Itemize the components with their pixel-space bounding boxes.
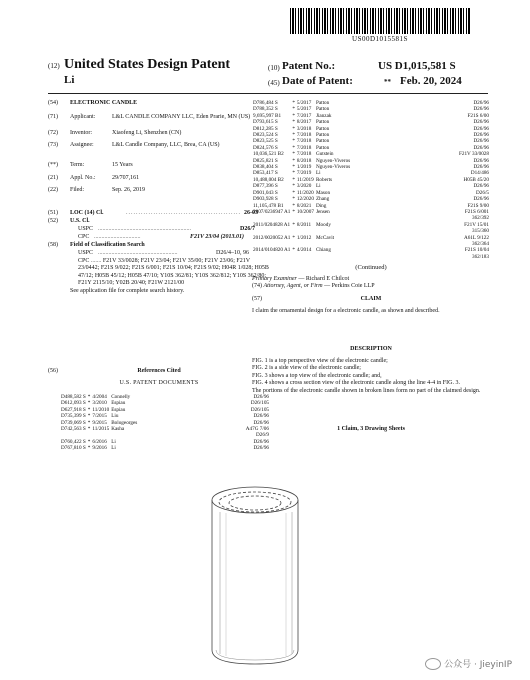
ref-number: D824,576 S <box>253 144 278 151</box>
ref-flag: * <box>292 221 295 228</box>
ref-class: F21V 33/0028 <box>458 151 489 158</box>
ref-date: 3/2010 <box>92 400 107 407</box>
biblio-code: (22) <box>48 187 58 193</box>
ref-name: Li <box>315 170 321 177</box>
claim-title: CLAIM <box>360 296 382 302</box>
uspc-value: D26/7 <box>240 226 255 232</box>
ref-name: Connelly <box>111 394 131 400</box>
ref-name: Patton <box>315 100 330 106</box>
date-mark: ** <box>384 78 391 86</box>
ref-flag: * <box>292 176 295 183</box>
ref-number: 10,488,004 B2 <box>253 176 284 183</box>
claim-code: (57) <box>252 296 262 302</box>
ref-class: D14/486 <box>470 170 489 177</box>
ref-name: Gutstein <box>315 151 334 158</box>
ref-flag: * <box>292 189 295 196</box>
dots: ....... <box>90 258 102 264</box>
ref-number: 9,695,997 B1 <box>253 112 282 119</box>
field-cpc-value: F21V 33/0028; F21V 23/04; F21V 35/00; F21V 23/06; F21V 23/0442; F21S 9/022; F21S 6/001; F21S 10/04; F21S 9/02; H04R 1/028; H05B 47/12; H05B 45/12; H05B 47/10; Y10S 362/81; Y10S 362/812; Y10S 362/80; F21Y 2115/10; Y02B 20/40; F21W 2121/00 <box>78 258 269 287</box>
ref-name: Li <box>111 438 116 445</box>
attorney-name: Perkins Coie LLP <box>331 283 375 290</box>
ref-number: 10,036,521 B2 <box>253 151 284 158</box>
ref-name: Patton <box>315 125 330 132</box>
classification-block <box>48 210 270 295</box>
ref-date: 11/2020 <box>296 189 314 196</box>
ref-class: 362/364 <box>471 240 489 247</box>
field-uspc-label: USPC <box>78 250 94 256</box>
kind-code-45: (45) <box>268 79 280 87</box>
ref-class: D26/96 <box>253 413 269 420</box>
candle-inner-top <box>219 492 291 512</box>
references-title: References Cited <box>137 368 181 374</box>
ref-date: 3/2020 <box>296 183 312 190</box>
ref-name: Ding <box>315 202 327 209</box>
field-uspc-value: D26/4–10, 96 <box>216 250 249 256</box>
primary-examiner-name: Richard E Chilcot <box>305 276 350 282</box>
ref-date: 11/2019 <box>296 176 314 183</box>
field-note: See application file for complete search history. <box>70 287 185 294</box>
ref-date: 1/2012 <box>296 234 312 241</box>
ref-flag: * <box>292 100 295 106</box>
ref-class: D26/96 <box>253 438 269 445</box>
ref-name: Nguyen-Viveros <box>315 157 351 164</box>
biblio-label: Assignee: <box>70 142 94 148</box>
cpc-label: CPC <box>78 234 90 240</box>
ref-name: Zhang <box>315 196 330 203</box>
ref-number: D786,484 S <box>253 100 278 106</box>
ref-name: Patton <box>315 132 330 139</box>
uspc-label: USPC <box>78 226 94 232</box>
ref-number: D877,396 S <box>253 183 278 190</box>
ref-class: A61L 9/122 <box>463 234 489 241</box>
ref-flag: * <box>87 400 91 407</box>
field-label: Field of Classification Search <box>70 242 145 248</box>
claim-text: I claim the ornamental design for a electronic candle, as shown and described. <box>252 308 440 314</box>
ref-class: F21S 6/001 <box>464 208 489 215</box>
biblio-label: Inventor: <box>70 130 92 136</box>
us-code: (52) <box>48 218 58 224</box>
ref-date: 8/2011 <box>296 221 312 228</box>
ref-flag: * <box>292 208 295 215</box>
ref-name: Kasha <box>111 426 125 433</box>
ref-class: D26/9 <box>256 432 269 439</box>
ref-date: 7/2018 <box>296 138 312 145</box>
ref-flag: * <box>87 426 91 433</box>
ref-name: Patton <box>315 106 330 113</box>
ref-class: D26/105 <box>250 400 269 407</box>
ref-number: D788,352 S <box>253 106 278 113</box>
ref-number <box>252 254 291 260</box>
ref-class: 362/392 <box>471 215 489 222</box>
ref-flag: * <box>87 394 91 400</box>
ref-number: D488,582 S <box>61 394 86 400</box>
ref-class: D26/96 <box>473 164 489 171</box>
ref-date: 8/2018 <box>296 157 312 164</box>
ref-date: 4/2014 <box>296 247 312 254</box>
primary-examiner-label: Primary Examiner <box>252 276 297 282</box>
claims-drawings-summary: 1 Claim, 3 Drawing Sheets <box>337 426 405 432</box>
ref-name: Li <box>111 445 116 452</box>
ref-date: 8/2021 <box>296 202 312 209</box>
ref-class: F21V 15/01 <box>464 221 489 228</box>
ref-flag: * <box>292 138 295 145</box>
ref-number: D903,928 S <box>253 196 278 203</box>
us-label: U.S. Cl. <box>70 218 90 224</box>
dots: .............................................. <box>126 210 241 216</box>
loc-label: LOC (14) Cl. <box>70 210 104 216</box>
ref-number: D823,524 S <box>253 132 278 139</box>
dots: .............................................................. <box>98 226 191 232</box>
ref-number: D812,285 S <box>253 125 278 132</box>
ref-class: D26/96 <box>253 419 269 426</box>
ref-class: D26/96 <box>473 183 489 190</box>
ref-class: F21S 6/00 <box>467 112 489 119</box>
inventor-short: Li <box>64 74 75 86</box>
ref-number: D823,525 S <box>253 138 278 145</box>
ref-date: 5/2017 <box>296 100 312 106</box>
description-paragraph: FIG. 3 shows a top view of the electronic candle; and, <box>252 372 382 379</box>
ref-number: D825,821 S <box>253 157 278 164</box>
ref-number: D793,615 S <box>253 119 278 126</box>
biblio-value: L&L CANDLE COMPANY LLC, Eden Prarie, MN (US) <box>112 114 251 120</box>
ref-flag: * <box>292 106 295 113</box>
ref-flag: * <box>292 132 295 139</box>
ref-date: 9/2015 <box>92 419 107 426</box>
ref-number: D739,069 S <box>61 419 86 426</box>
ref-date: 7/2018 <box>296 144 312 151</box>
ref-class: D26/96 <box>473 138 489 145</box>
ref-flag: * <box>87 406 91 413</box>
ref-name: Liu <box>111 413 119 420</box>
ref-number: 2014/0104820 A1 <box>253 247 291 254</box>
biblio-code: (54) <box>48 100 58 106</box>
biblio-code: (**) <box>48 162 58 168</box>
candle-body-outline <box>212 500 298 664</box>
ref-number: D767,810 S <box>61 445 86 452</box>
biblio-label: Filed: <box>70 187 85 193</box>
biblio-value: 29/707,161 <box>112 175 140 181</box>
attorney-code: (74) <box>252 283 262 290</box>
ref-flag: * <box>87 419 91 426</box>
patent-date: Feb. 20, 2024 <box>400 75 462 87</box>
ref-date: 7/2015 <box>92 413 107 420</box>
ref-name: McCavit <box>315 234 335 241</box>
ref-flag: * <box>292 151 295 158</box>
ref-class: A47G 7/06 <box>245 426 269 433</box>
ref-class: D26/96 <box>473 144 489 151</box>
cpc-value: F21V 23/04 (2013.01) <box>190 234 245 240</box>
header-rule <box>48 93 488 94</box>
ref-class: D26/96 <box>473 100 489 106</box>
ref-name: Patton <box>315 119 330 126</box>
ref-date: 7/2018 <box>296 132 312 139</box>
references-subtitle: U.S. PATENT DOCUMENTS <box>119 380 199 386</box>
ref-flag: * <box>292 119 295 126</box>
ref-number: D760,422 S <box>61 438 86 445</box>
ref-class: D26/96 <box>473 119 489 126</box>
field-cpc-label: CPC <box>78 258 90 264</box>
ref-flag: * <box>292 164 295 171</box>
ref-number: 2011/0204828 A1 <box>253 221 291 228</box>
biblio-code: (72) <box>48 130 58 136</box>
ref-name: Jianzak <box>315 112 332 119</box>
ref-name: Moody <box>315 221 331 228</box>
references-left-list <box>60 394 270 452</box>
ref-date: 3/2018 <box>296 125 312 132</box>
ref-date: 9/2016 <box>92 445 107 452</box>
description-body <box>252 358 490 395</box>
ref-date: 7/2018 <box>296 151 312 158</box>
ref-number: D627,918 S <box>61 406 86 413</box>
ref-date: 10/2007 <box>296 208 314 215</box>
ref-class: F21S 10/04 <box>464 247 489 254</box>
ref-number: D838,404 S <box>253 164 278 171</box>
ref-flag: * <box>292 157 295 164</box>
ref-name: Jensen <box>315 208 330 215</box>
references-code: (56) <box>48 368 58 374</box>
patent-number: US D1,015,581 S <box>378 60 456 72</box>
ref-class: 315/360 <box>471 228 489 235</box>
kind-code-10: (10) <box>268 64 280 72</box>
loc-value: 26-03 <box>244 210 258 216</box>
ref-class: D26/96 <box>253 445 269 452</box>
ref-flag: * <box>292 170 295 177</box>
ref-class: D26/5 <box>476 189 489 196</box>
ref-name: Espiau <box>111 400 126 407</box>
ref-class: H05B 45/20 <box>463 176 489 183</box>
ref-flag: * <box>87 438 91 445</box>
ref-name: Espiau <box>111 406 126 413</box>
biblio-code: (73) <box>48 142 58 148</box>
ref-number: D612,093 S <box>61 400 86 407</box>
publication-number: US00D1015581S <box>352 35 408 43</box>
ref-class: D26/96 <box>473 157 489 164</box>
ref-date: 7/2017 <box>296 112 312 119</box>
ref-class: D26/96 <box>473 196 489 203</box>
ref-number: D735,399 S <box>61 413 86 420</box>
ref-date: 7/2019 <box>296 170 312 177</box>
biblio-value: Xiaofeng Li, Shenzhen (CN) <box>112 130 182 136</box>
ref-flag: * <box>292 112 295 119</box>
ref-flag: * <box>87 413 91 420</box>
ref-name: Mason <box>315 189 331 196</box>
description-paragraph: The portions of the electronic candle shown in broken lines form no part of the claimed design. <box>252 387 481 394</box>
ref-number: D853,417 S <box>253 170 278 177</box>
barcode <box>290 8 470 34</box>
ref-class: D26/96 <box>473 125 489 132</box>
ref-date: 6/2016 <box>92 438 107 445</box>
watermark <box>425 657 512 671</box>
ref-date: 11/2010 <box>92 406 110 413</box>
ref-flag: * <box>292 183 295 190</box>
kind-code-12: (12) <box>48 62 60 70</box>
ref-number: 2007/0236947 A1 <box>253 208 291 215</box>
ref-name <box>315 254 458 260</box>
wechat-icon <box>425 658 441 670</box>
biblio-value: ELECTRONIC CANDLE <box>70 100 138 106</box>
patent-no-label: Patent No.: <box>282 60 336 72</box>
ref-date <box>296 254 315 260</box>
biblio-code: (21) <box>48 175 58 181</box>
ref-name: Nguyen-Viveros <box>315 164 351 171</box>
date-label: Date of Patent: <box>282 75 353 87</box>
biblio-label: Appl. No.: <box>70 175 96 181</box>
description-paragraph: FIG. 4 shows a cross section view of the electronic candle along the line 4-4 in FIG. 3. <box>252 380 460 387</box>
ref-date: 1/2019 <box>296 164 312 171</box>
candle-drawing <box>190 478 320 670</box>
ref-name: Patton <box>315 138 330 145</box>
ref-date: 11/2015 <box>92 426 110 433</box>
reference-row <box>60 445 270 451</box>
reference-row <box>252 254 490 260</box>
ref-flag: * <box>292 234 295 241</box>
biblio-code: (71) <box>48 114 58 120</box>
references-continued: (Continued) <box>355 264 387 271</box>
dots: ..................................................... <box>98 250 178 256</box>
ref-class: D26/96 <box>253 394 269 400</box>
watermark-text: 公众号 · JieyinIP <box>444 659 512 670</box>
ref-class: F21S 9/00 <box>467 202 489 209</box>
biblio-value: Sep. 26, 2019 <box>112 187 145 193</box>
biblio-value: 15 Years <box>112 162 133 168</box>
ref-name: Patton <box>315 144 330 151</box>
candle-top-rim <box>212 487 298 513</box>
field-code: (58) <box>48 242 58 248</box>
ref-number: 11,105,478 B1 <box>253 202 284 209</box>
ref-class: 362/183 <box>471 253 489 260</box>
ref-flag: * <box>292 125 295 132</box>
biblio-value: L&L Candle Company, LLC, Brea, CA (US) <box>112 142 220 148</box>
ref-name: Bologeorges <box>111 419 138 426</box>
ref-class: D26/96 <box>473 106 489 113</box>
attorney-label: Attorney, Agent, or Firm <box>263 283 323 290</box>
ref-flag: * <box>292 144 295 151</box>
ref-date: 8/2017 <box>296 119 312 126</box>
biblio-label: Applicant: <box>70 114 96 120</box>
loc-code: (51) <box>48 210 58 216</box>
ref-class: D26/105 <box>250 406 269 413</box>
ref-date: 12/2020 <box>296 196 314 203</box>
dots: ............................... <box>94 234 141 240</box>
ref-flag: * <box>292 202 295 209</box>
ref-flag: * <box>292 247 295 254</box>
ref-name: Chiang <box>315 247 331 254</box>
description-paragraph: FIG. 1 is a top perspective view of the electronic candle; <box>252 358 388 364</box>
examiner-block: Primary Examiner — Richard E Chilcot (74) Attorney, Agent, or Firm — Perkins Coie LLP <box>252 276 375 290</box>
ref-flag: * <box>292 196 295 203</box>
ref-name: Roberts <box>315 176 333 183</box>
candle-flame-area <box>229 496 281 510</box>
description-title: DESCRIPTION <box>350 346 392 352</box>
description-paragraph: FIG. 2 is a side view of the electronic candle; <box>252 365 361 372</box>
ref-class: D26/96 <box>473 132 489 139</box>
ref-flag: * <box>87 445 91 452</box>
ref-date: 5/2017 <box>296 106 312 113</box>
document-title: United States Design Patent <box>64 57 231 72</box>
ref-number: 2012/0020052 A1 <box>253 234 291 241</box>
ref-date: 4/2004 <box>92 394 107 400</box>
ref-number: D901,043 S <box>253 189 278 196</box>
references-right-list <box>252 100 490 260</box>
ref-number: D742,563 S <box>61 426 86 433</box>
biblio-label: Term: <box>70 162 85 168</box>
ref-name: Li <box>315 183 321 190</box>
